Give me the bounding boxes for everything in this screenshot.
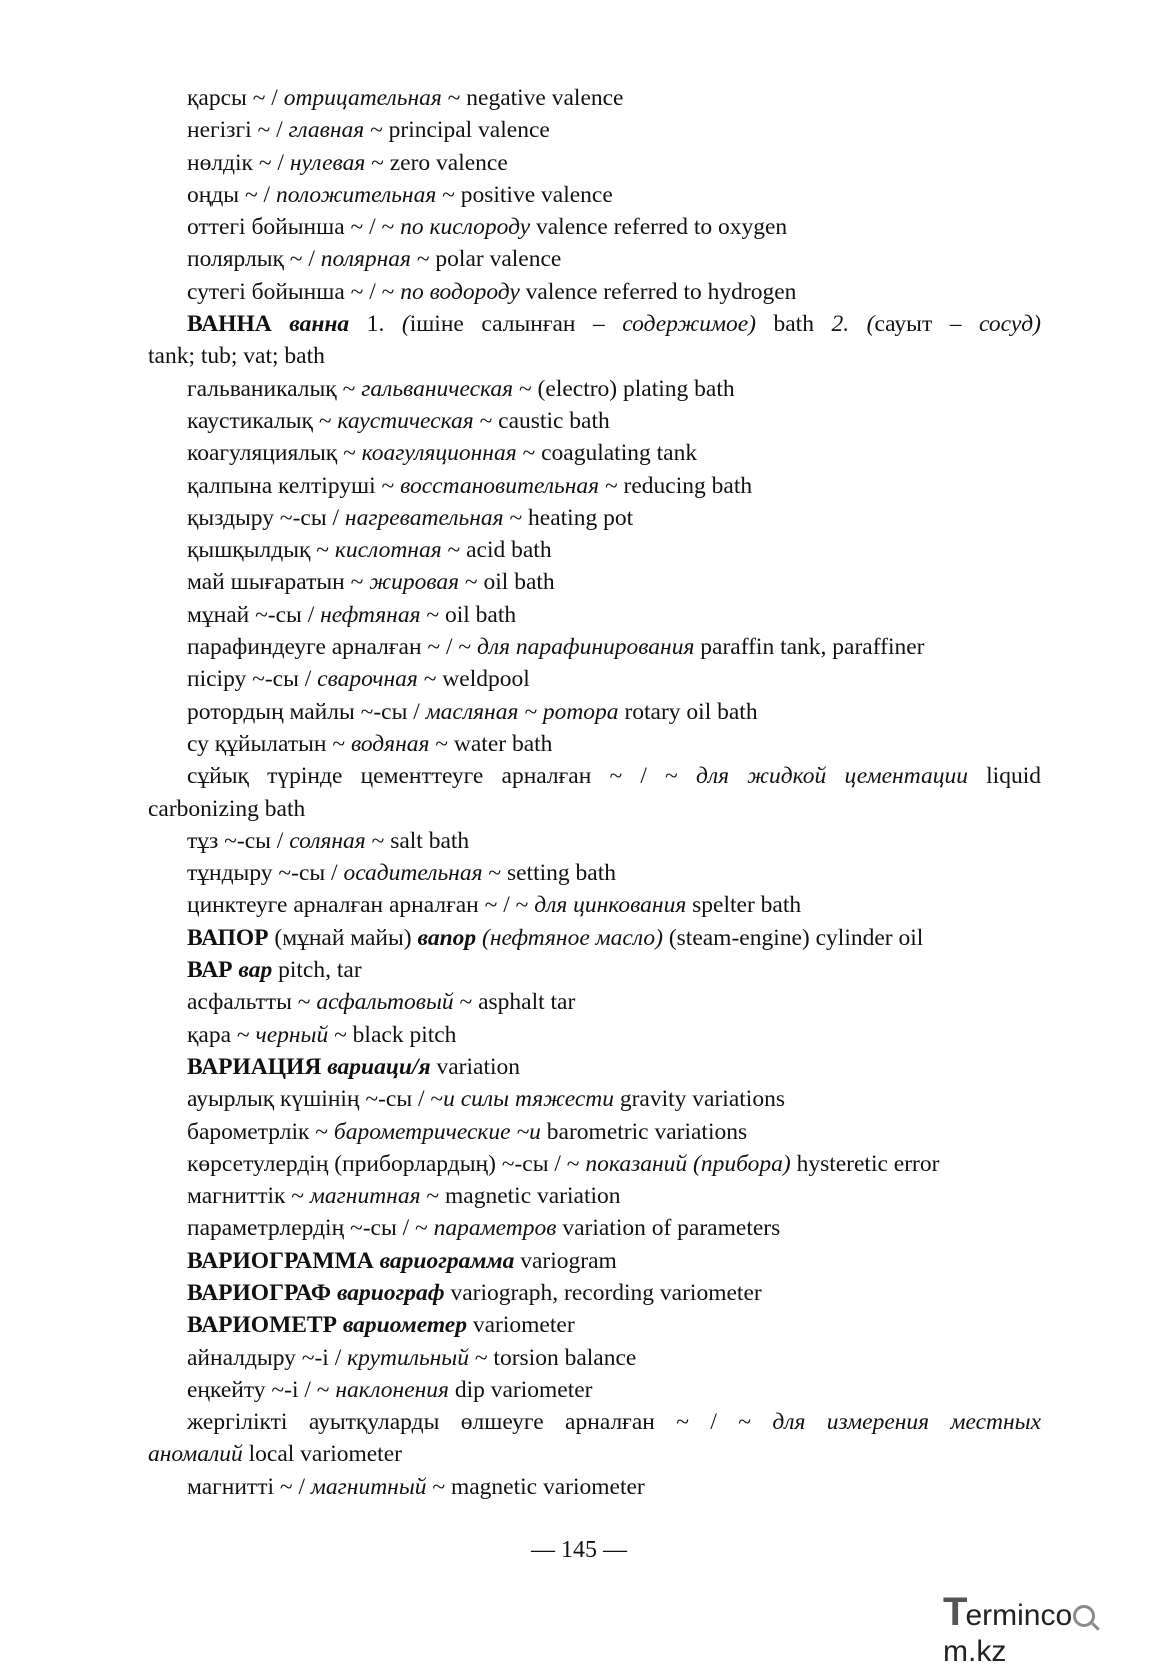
entry-text: по кислороду xyxy=(400,214,531,241)
entry-text: ауырлық күшінің ~-сы / ~ xyxy=(187,1086,444,1113)
entry-text: ~ zero valence xyxy=(365,149,508,176)
entry-text: dip variometer xyxy=(448,1376,593,1403)
entry-text: 1. xyxy=(349,311,402,338)
entry-text: показаний (прибора) xyxy=(585,1150,791,1177)
entry-line xyxy=(148,1309,1041,1341)
entry-text: ~ heating pot xyxy=(503,504,634,531)
entry-text: вариограф xyxy=(336,1279,445,1306)
entry-text: тұндыру ~-сы / xyxy=(187,860,344,887)
entry-text: ~ salt bath xyxy=(365,827,470,854)
entry-line xyxy=(148,82,1041,114)
entry-text: (steam-engine) cylinder oil xyxy=(662,924,924,951)
entry-text: вар xyxy=(238,957,273,984)
entry-text: вариограмма xyxy=(379,1247,515,1274)
entry-text: көрсетулердің (приборлардың) ~-сы / ~ xyxy=(187,1150,586,1177)
entry-text: полярлық ~ / xyxy=(187,246,321,273)
entry-text: ВАРИОГРАММА xyxy=(187,1247,374,1274)
entry-text: тұз ~-сы / xyxy=(187,827,290,854)
entry-text: нулевая xyxy=(289,149,366,176)
entry-text: ~ positive valence xyxy=(436,181,613,208)
entry-text: параметров xyxy=(433,1215,557,1242)
entry-text: еңкейту ~-і / ~ xyxy=(187,1376,336,1403)
entry-text: carbonizing bath xyxy=(148,795,306,822)
entry-text: масляная ~ ротора xyxy=(425,698,619,725)
entry-text: қара ~ xyxy=(187,1021,256,1048)
entry-line xyxy=(148,1180,1041,1212)
entry-line xyxy=(148,211,1041,243)
entry-text: сауыт – xyxy=(874,311,980,338)
entry-line xyxy=(148,1116,1041,1148)
entry-text: ВАРИОГРАФ xyxy=(187,1279,332,1306)
entry-line xyxy=(148,437,1041,469)
entry-text: ~ setting bath xyxy=(482,860,616,887)
entry-text: магнитный xyxy=(310,1473,427,1500)
entry-line xyxy=(148,760,1041,792)
entry-text: ~ (electro) plating bath xyxy=(513,375,735,402)
entry-line xyxy=(148,179,1041,211)
entry-text: ВАПОР xyxy=(187,924,269,951)
entry-text: variation of parameters xyxy=(556,1215,781,1242)
entry-text: полярная xyxy=(320,246,411,273)
entry-line xyxy=(148,793,1041,825)
entry-text: ~ torsion balance xyxy=(468,1344,637,1371)
magnifier-icon xyxy=(1073,1605,1095,1627)
entry-line xyxy=(148,1277,1041,1309)
entry-line xyxy=(148,534,1041,566)
entry-line xyxy=(148,1245,1041,1277)
entry-text: сварочная xyxy=(317,666,418,693)
entry-line xyxy=(148,857,1041,889)
entry-text: gravity variations xyxy=(613,1086,785,1113)
entry-line xyxy=(148,954,1041,986)
entry-text: параметрлердің ~-сы / ~ xyxy=(187,1215,434,1242)
entry-text: ~ oil bath xyxy=(420,601,517,628)
entry-text: магнитті ~ / xyxy=(187,1473,311,1500)
entry-text xyxy=(272,311,290,337)
entry-text: қыздыру ~-сы / xyxy=(187,504,345,531)
entry-text: и силы тяжести xyxy=(443,1086,614,1113)
entry-line xyxy=(148,1342,1041,1374)
entry-text: каустикалық ~ xyxy=(187,407,338,434)
entry-text: оттегі бойынша ~ / ~ xyxy=(187,214,401,241)
entry-line xyxy=(148,566,1041,598)
entry-text: сұйық түрінде цементтеуге арналған ~ / ~ xyxy=(187,763,696,790)
entry-text: ванна xyxy=(289,311,350,338)
entry-text: tank; tub; vat; bath xyxy=(148,343,325,370)
entry-line xyxy=(148,825,1041,857)
entry-text: магниттік ~ xyxy=(187,1183,310,1210)
entry-text: ~ water bath xyxy=(429,730,553,757)
entry-line xyxy=(148,631,1041,663)
entry-text: сосуд) xyxy=(979,311,1041,338)
entry-text: вариометер xyxy=(342,1312,467,1339)
entry-line xyxy=(148,728,1041,760)
entry-text: ~ principal valence xyxy=(364,117,550,144)
entry-line xyxy=(148,243,1041,275)
entry-line xyxy=(148,1051,1041,1083)
entry-text: коагуляциялық ~ xyxy=(187,440,362,467)
logo-t-letter: T xyxy=(943,1590,968,1634)
entry-text: қышқылдық ~ xyxy=(187,537,335,564)
entry-line xyxy=(148,1083,1041,1115)
entry-text: (нефтяное масло) xyxy=(482,924,663,951)
entry-text: нефтяная xyxy=(320,601,421,628)
entry-text: valence referred to hydrogen xyxy=(519,278,797,305)
entry-text: ВАРИАЦИЯ xyxy=(187,1053,322,1080)
entry-text: ВАРИОМЕТР xyxy=(187,1312,337,1339)
entry-text: главная xyxy=(288,117,365,144)
entry-line xyxy=(148,696,1041,728)
entry-text: сутегі бойынша ~ / ~ xyxy=(187,278,401,305)
entry-text: положительная xyxy=(275,181,437,208)
entry-text: ~ polar valence xyxy=(410,246,562,273)
entry-line xyxy=(148,986,1041,1018)
entry-text: айналдыру ~-і / xyxy=(187,1344,348,1371)
entry-text: hysteretic error xyxy=(790,1150,940,1177)
entry-text: valence referred to oxygen xyxy=(530,214,788,241)
entry-text: 2. ( xyxy=(831,311,875,338)
entry-text: нагревательная xyxy=(344,504,504,531)
entry-line xyxy=(148,1212,1041,1244)
entry-text: variation xyxy=(430,1053,521,1080)
logo-domain: m.kz xyxy=(943,1635,1007,1668)
entry-text: оңды ~ / xyxy=(187,181,276,208)
entry-line xyxy=(148,1019,1041,1051)
entry-text: ~ asphalt tar xyxy=(453,989,576,1016)
entry-text: barometric variations xyxy=(540,1118,748,1145)
entry-text: для цинкования xyxy=(534,892,687,919)
entry-text: отрицательная xyxy=(283,85,442,111)
entry-text: вариаци/я xyxy=(327,1053,431,1080)
entry-text: барометрические ~и xyxy=(333,1118,541,1145)
entry-text: ~ reducing bath xyxy=(599,472,753,499)
entry-text: аномалий xyxy=(148,1441,243,1468)
entry-line xyxy=(148,663,1041,695)
entry-text: гальваническая xyxy=(361,375,514,402)
entry-text: қарсы ~ / xyxy=(187,85,284,111)
entry-text: для жидкой цементации xyxy=(695,763,968,790)
entry-text: қалпына келтіруші ~ xyxy=(187,472,401,499)
entry-text: pitch, tar xyxy=(272,957,362,984)
entry-line xyxy=(148,373,1041,405)
entry-text: асфальтовый xyxy=(316,989,454,1016)
entry-text: ( xyxy=(401,311,410,338)
entry-text: май шығаратын ~ xyxy=(187,569,370,596)
entry-text: мұнай ~-сы / xyxy=(187,601,321,628)
entry-text: ВАР xyxy=(187,957,233,984)
entry-text: пісіру ~-сы / xyxy=(187,666,318,693)
entry-line xyxy=(148,922,1041,954)
entry-line xyxy=(148,1406,1041,1438)
entry-line xyxy=(148,276,1041,308)
entry-text: ~ weldpool xyxy=(417,666,530,693)
entry-text: содержимое) xyxy=(622,311,756,338)
page-number: — 145 — xyxy=(531,1537,627,1563)
entry-line xyxy=(148,1374,1041,1406)
entry-text: цинктеуге арналған арналған ~ / ~ xyxy=(187,892,535,919)
entry-text: парафиндеуге арналған ~ / ~ xyxy=(187,634,477,661)
entry-text: крутильный xyxy=(347,1344,469,1371)
entry-text: для парафинирования xyxy=(476,634,695,661)
entry-text: ішіне салынған – xyxy=(409,311,623,338)
entry-line xyxy=(148,405,1041,437)
entry-line xyxy=(148,1471,1041,1503)
entry-line xyxy=(148,147,1041,179)
entry-text: bath xyxy=(755,311,832,338)
entry-text: барометрлік ~ xyxy=(187,1118,334,1145)
entry-text: ~ caustic bath xyxy=(473,407,610,434)
entry-line xyxy=(148,1438,1041,1470)
entry-text: водяная xyxy=(350,730,430,757)
dictionary-page xyxy=(148,82,1041,1503)
entry-line xyxy=(148,599,1041,631)
entry-text: асфальтты ~ xyxy=(187,989,317,1016)
entry-text: ~ coagulating tank xyxy=(516,440,698,467)
entry-text: наклонения xyxy=(335,1376,449,1403)
entry-line xyxy=(148,114,1041,146)
entry-text: (мұнай майы) xyxy=(268,924,418,951)
entry-text: ~ magnetic variation xyxy=(420,1183,621,1210)
termincom-watermark-logo xyxy=(943,1590,1143,1668)
entry-text: черный xyxy=(255,1021,329,1048)
entry-text: коагуляционная xyxy=(361,440,517,467)
entry-text: ~ black pitch xyxy=(328,1021,457,1048)
entry-text: variogram xyxy=(514,1247,617,1274)
logo-text: ermincо xyxy=(965,1599,1073,1632)
entry-text: соляная xyxy=(289,827,366,854)
entry-text: осадительная xyxy=(343,860,483,887)
entry-text: нөлдік ~ / xyxy=(187,149,290,176)
entry-text: local variometer xyxy=(242,1441,402,1468)
entry-text: по водороду xyxy=(400,278,520,305)
entry-text: variograph, recording variometer xyxy=(444,1279,762,1306)
entry-line xyxy=(148,1148,1041,1180)
entry-text: ~ magnetic variometer xyxy=(426,1473,645,1500)
entry-text: гальваникалық ~ xyxy=(187,375,362,402)
entry-text: негізгі ~ / xyxy=(187,117,289,144)
entry-text: liquid xyxy=(967,763,1041,790)
entry-text: ротордың майлы ~-сы / xyxy=(187,698,426,725)
entry-line xyxy=(148,470,1041,502)
entry-text: ~ oil bath xyxy=(459,569,555,596)
entry-line xyxy=(148,889,1041,921)
entry-text: су құйылатын ~ xyxy=(187,730,351,757)
entry-text: жергілікті ауытқуларды өлшеуге арналған ~ / ~ xyxy=(187,1409,773,1436)
entry-text: rotary oil bath xyxy=(618,698,758,725)
entry-text: paraffin tank, paraffiner xyxy=(694,634,925,661)
entry-text: ~ acid bath xyxy=(441,537,552,564)
entry-text: кислотная xyxy=(334,537,442,564)
entry-text: variometer xyxy=(466,1312,575,1339)
entry-text: каустическая xyxy=(337,407,474,434)
entry-text: ~ negative valence xyxy=(441,85,624,111)
entry-line xyxy=(148,502,1041,534)
entry-line xyxy=(148,340,1041,372)
entry-text: для измерения местных xyxy=(772,1409,1041,1436)
entry-text: ВАННА xyxy=(187,311,272,338)
entry-text: восстановительная xyxy=(400,472,600,499)
entry-text: жировая xyxy=(369,569,460,596)
entry-text: spelter bath xyxy=(686,892,802,919)
entry-text: вапор xyxy=(417,924,477,951)
entry-text: магнитная xyxy=(309,1183,421,1210)
entry-line xyxy=(148,308,1041,340)
